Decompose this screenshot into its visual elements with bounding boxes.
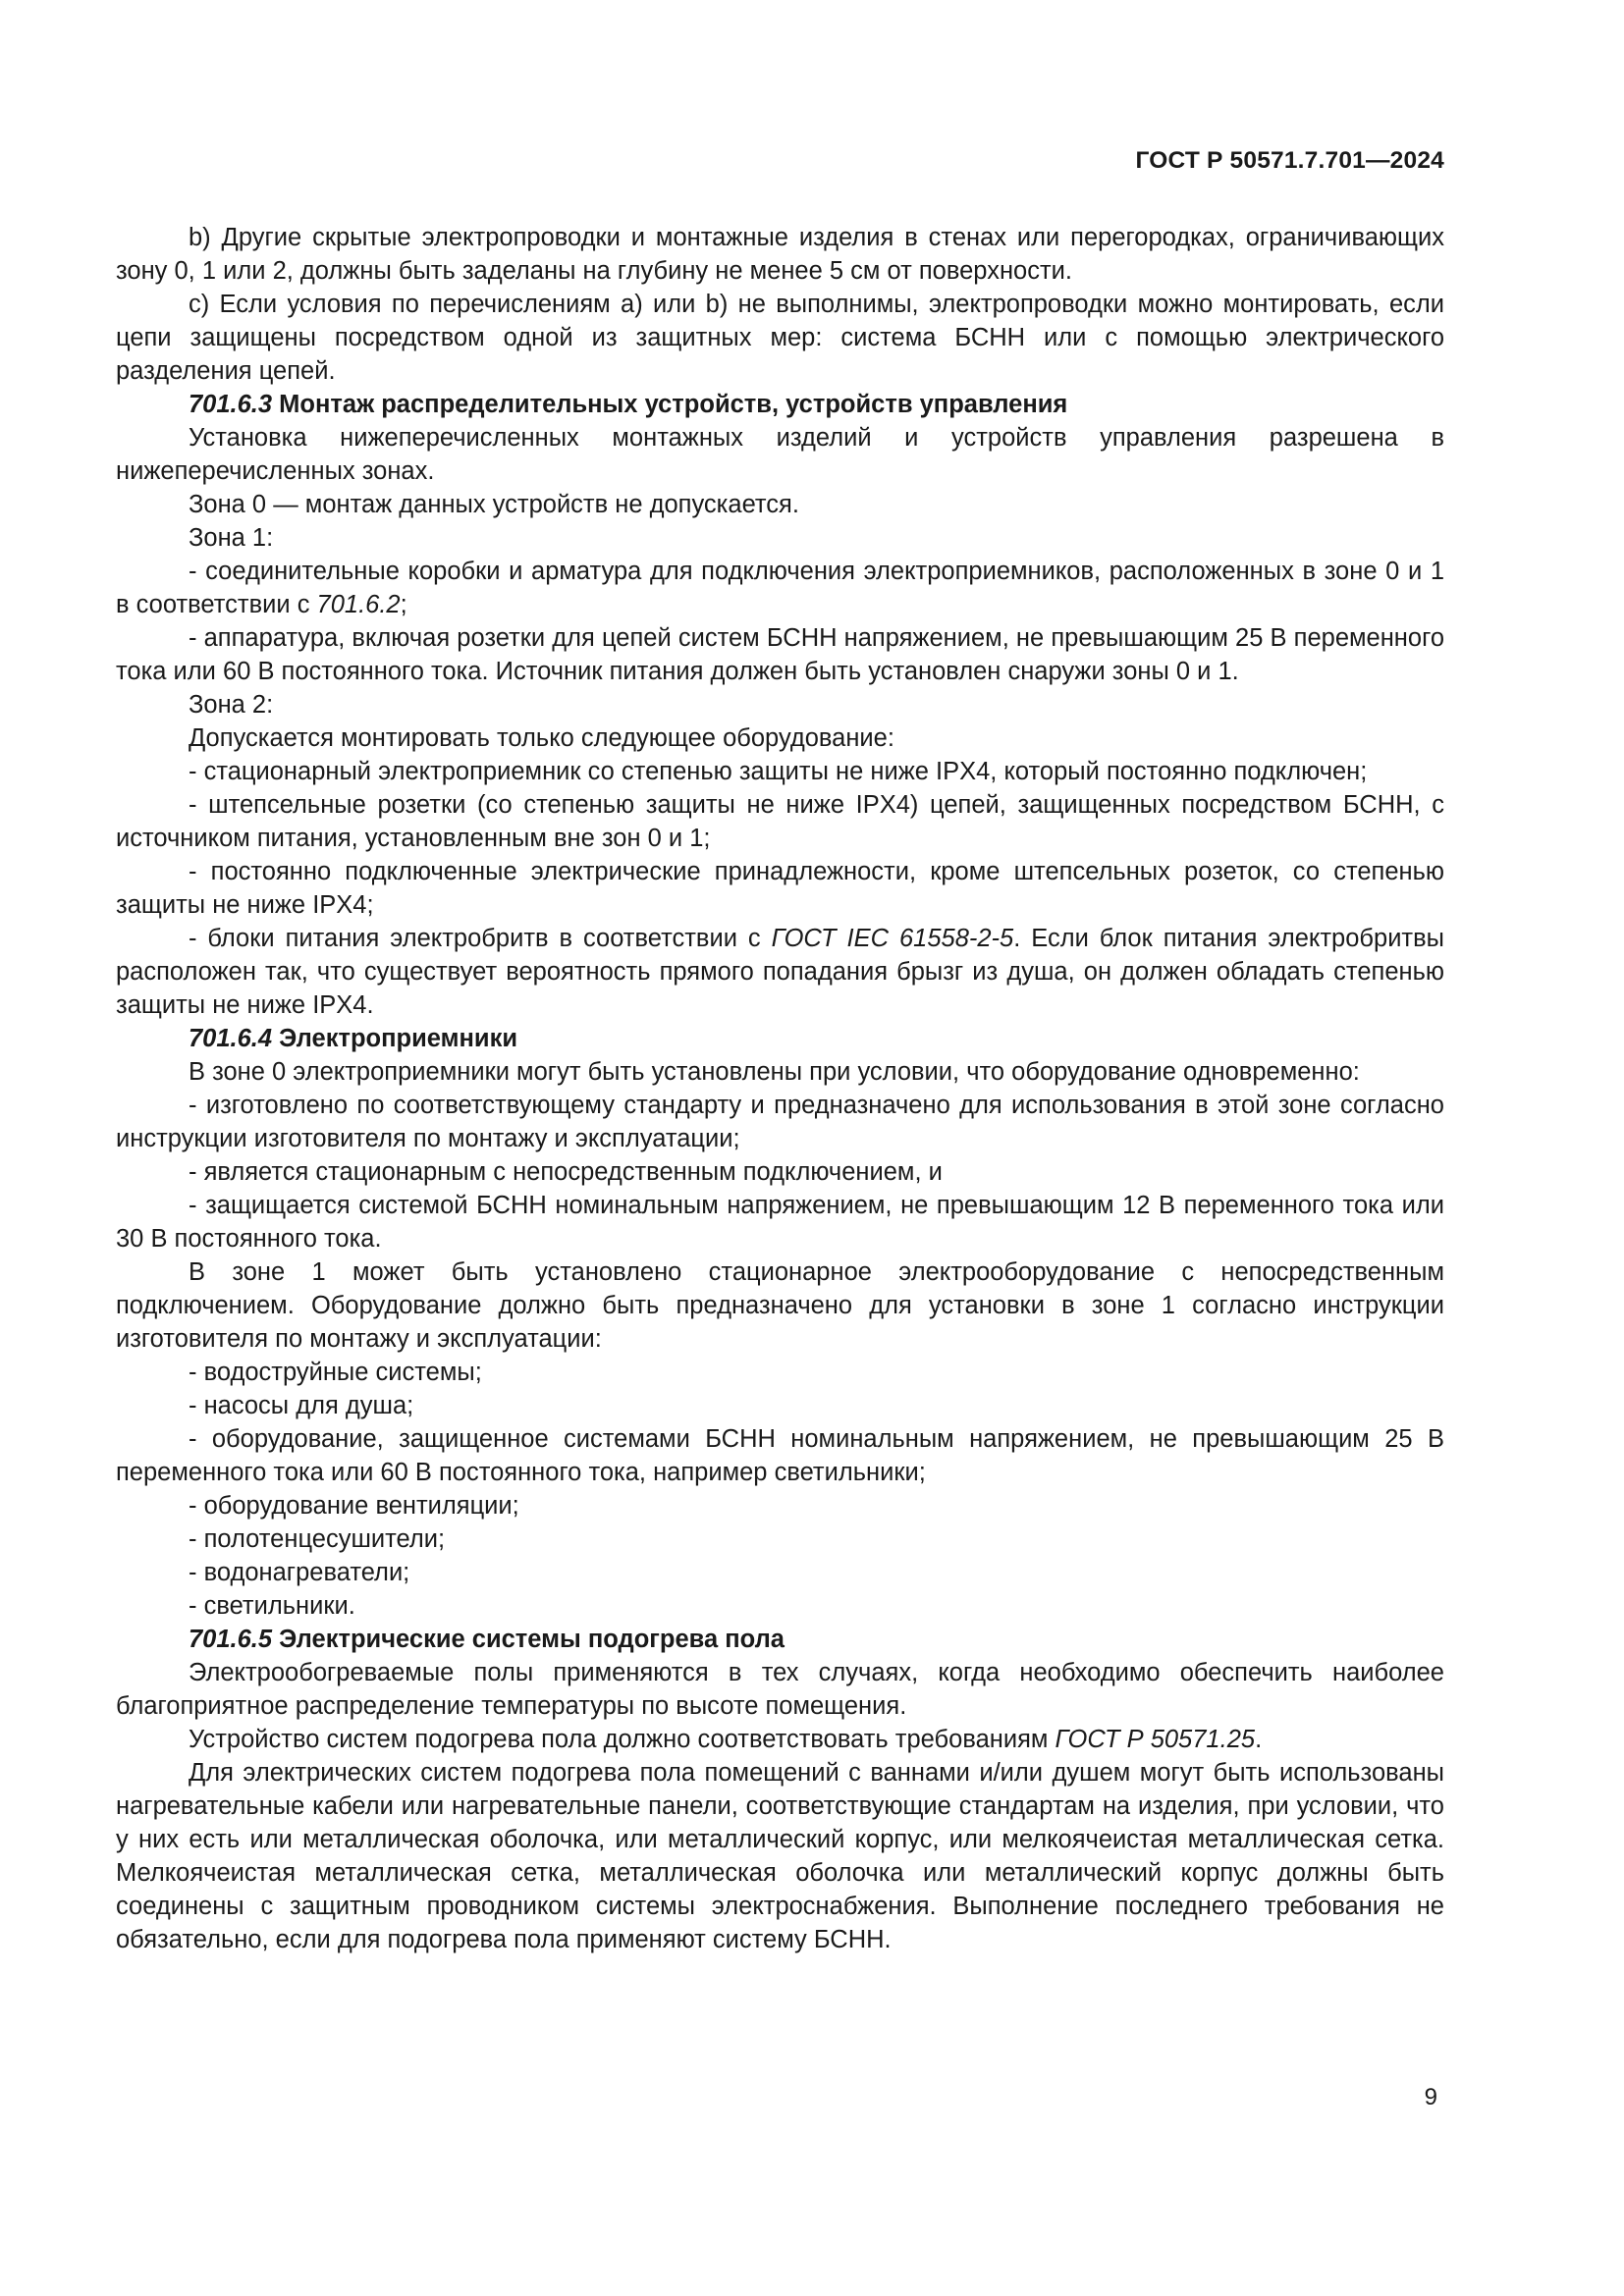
- paragraph-text: Зона 1:: [189, 524, 274, 552]
- body-paragraph: [116, 221, 1444, 288]
- paragraph-text: Устройство систем подогрева пола должно соответствовать требованиям: [189, 1726, 1056, 1753]
- section-heading: [116, 1623, 1444, 1656]
- paragraph-text: ;: [400, 591, 407, 618]
- paragraph-text: В зоне 0 электроприемники могут быть установлены при условии, что оборудование одновременно:: [189, 1058, 1360, 1086]
- body-paragraph: [116, 855, 1444, 922]
- paragraph-text: - водонагреватели;: [189, 1559, 410, 1586]
- body-paragraph: [116, 1389, 1444, 1422]
- section-title: Электрические системы подогрева пола: [272, 1626, 785, 1653]
- body-paragraph: [116, 1055, 1444, 1089]
- section-title: Монтаж распределительных устройств, устройств управления: [272, 391, 1068, 418]
- paragraph-text: Допускается монтировать только следующее оборудование:: [189, 724, 894, 752]
- section-number: 701.6.3: [189, 391, 273, 418]
- body-paragraph: [116, 1255, 1444, 1356]
- body-paragraph: [116, 1589, 1444, 1623]
- paragraph-text: Зона 2:: [189, 691, 274, 719]
- paragraph-text: Зона 0 — монтаж данных устройств не допускается.: [189, 491, 799, 518]
- body-paragraph: [116, 421, 1444, 488]
- body-paragraph: [116, 688, 1444, 721]
- body-paragraph: [116, 1422, 1444, 1489]
- body-paragraph: [116, 1756, 1444, 1956]
- body-paragraph: [116, 755, 1444, 788]
- reference-text: ГОСТ IEC 61558-2-5: [771, 925, 1014, 952]
- paragraph-text: - соединительные коробки и арматура для подключения электроприемников, расположенных в зоне 0 и 1 в соответствии с: [116, 558, 1444, 618]
- body-paragraph: [116, 1356, 1444, 1389]
- body-paragraph: [116, 922, 1444, 1022]
- body-paragraph: [116, 1522, 1444, 1556]
- section-heading: [116, 1022, 1444, 1055]
- paragraph-text: - полотенцесушители;: [189, 1525, 446, 1553]
- body-paragraph: [116, 1189, 1444, 1255]
- section-number: 701.6.5: [189, 1626, 273, 1653]
- body-paragraph: [116, 788, 1444, 855]
- paragraph-text: .: [1255, 1726, 1263, 1753]
- section-number: 701.6.4: [189, 1025, 273, 1052]
- paragraph-text: - блоки питания электробритв в соответствии с: [189, 925, 772, 952]
- standard-code-header: ГОСТ Р 50571.7.701—2024: [1135, 147, 1444, 174]
- paragraph-text: - стационарный электроприемник со степенью защиты не ниже IPX4, который постоянно подключен;: [189, 758, 1368, 785]
- body-paragraph: [116, 555, 1444, 621]
- paragraph-text: Электрообогреваемые полы применяются в тех случаях, когда необходимо обеспечить наиболее благоприятное распределение температуры по высоте помещения.: [116, 1659, 1444, 1720]
- reference-text: ГОСТ Р 50571.25: [1055, 1726, 1256, 1753]
- body-paragraph: [116, 1089, 1444, 1155]
- paragraph-text: b) Другие скрытые электропроводки и монтажные изделия в стенах или перегородках, ограничивающих зону 0, 1 или 2, должны быть заделаны на глубину не менее 5 см от поверхности.: [116, 224, 1444, 285]
- document-body: [116, 221, 1444, 1956]
- body-paragraph: [116, 1723, 1444, 1756]
- paragraph-text: - оборудование вентиляции;: [189, 1492, 519, 1520]
- page-number: 9: [1424, 2084, 1437, 2110]
- paragraph-text: - постоянно подключенные электрические принадлежности, кроме штепсельных розеток, со степенью защиты не ниже IPX4;: [116, 858, 1444, 919]
- paragraph-text: c) Если условия по перечислениям a) или b) не выполнимы, электропроводки можно монтировать, если цепи защищены посредством одной из защитных мер: система БСНН или с помощью электрического разделения цепей.: [116, 291, 1444, 385]
- reference-text: 701.6.2: [316, 591, 401, 618]
- paragraph-text: - штепсельные розетки (со степенью защиты не ниже IPX4) цепей, защищенных посредством БСНН, с источником питания, установленным вне зон 0 и 1;: [116, 791, 1444, 852]
- paragraph-text: - защищается системой БСНН номинальным напряжением, не превышающим 12 В переменного тока или 30 В постоянного тока.: [116, 1192, 1444, 1253]
- paragraph-text: Для электрических систем подогрева пола помещений с ваннами и/или душем могут быть использованы нагревательные кабели или нагревательные панели, соответствующие стандартам на изделия, при условии, что у них есть или металлическая оболочка, или металлический корпус, или мелкоячеистая металлическая сетка. Мелкоячеистая металлическая сетка, металлическая оболочка или металлический корпус должны быть соединены с защитным проводником системы электроснабжения. Выполнение последнего требования не обязательно, если для подогрева пола применяют систему БСНН.: [116, 1759, 1444, 1953]
- body-paragraph: [116, 488, 1444, 521]
- paragraph-text: - является стационарным с непосредственным подключением, и: [189, 1158, 943, 1186]
- paragraph-text: - светильники.: [189, 1592, 355, 1620]
- body-paragraph: [116, 1656, 1444, 1723]
- body-paragraph: [116, 1489, 1444, 1522]
- paragraph-text: - водоструйные системы;: [189, 1359, 482, 1386]
- body-paragraph: [116, 721, 1444, 755]
- body-paragraph: [116, 621, 1444, 688]
- section-heading: [116, 388, 1444, 421]
- body-paragraph: [116, 288, 1444, 388]
- paragraph-text: Установка нижеперечисленных монтажных изделий и устройств управления разрешена в нижеперечисленных зонах.: [116, 424, 1444, 485]
- paragraph-text: - оборудование, защищенное системами БСНН номинальным напряжением, не превышающим 25 В переменного тока или 60 В постоянного тока, например светильники;: [116, 1425, 1444, 1486]
- body-paragraph: [116, 521, 1444, 555]
- paragraph-text: - насосы для душа;: [189, 1392, 414, 1419]
- paragraph-text: - аппаратура, включая розетки для цепей систем БСНН напряжением, не превышающим 25 В переменного тока или 60 В постоянного тока. Источник питания должен быть установлен снаружи зоны 0 и 1.: [116, 624, 1444, 685]
- paragraph-text: . Если блок питания электробритвы расположен так, что существует вероятность прямого попадания брызг из душа, он должен обладать степенью защиты не ниже IPX4.: [116, 925, 1444, 1019]
- section-title: Электроприемники: [272, 1025, 518, 1052]
- body-paragraph: [116, 1155, 1444, 1189]
- body-paragraph: [116, 1556, 1444, 1589]
- paragraph-text: - изготовлено по соответствующему стандарту и предназначено для использования в этой зоне согласно инструкции изготовителя по монтажу и эксплуатации;: [116, 1092, 1444, 1152]
- paragraph-text: В зоне 1 может быть установлено стационарное электрооборудование с непосредственным подключением. Оборудование должно быть предназначено для установки в зоне 1 согласно инструкции изготовителя по монтажу и эксплуатации:: [116, 1258, 1444, 1353]
